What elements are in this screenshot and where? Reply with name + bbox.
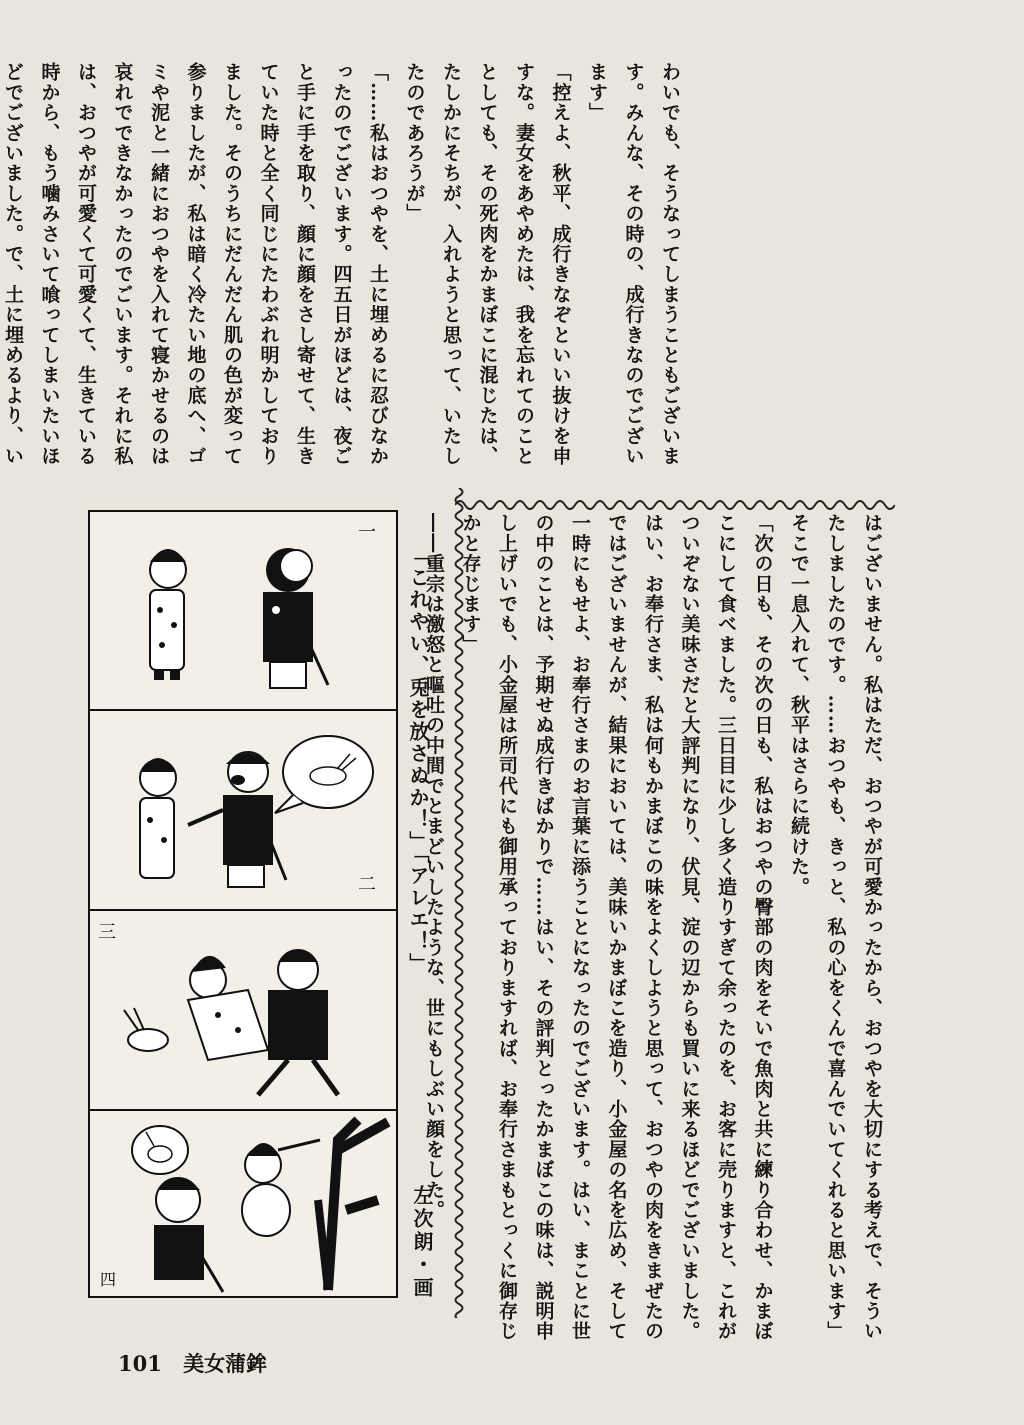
vertical-wavy-divider [444, 488, 474, 1318]
text-column: ていた時と全く同じにたわぶれ明かしており [257, 62, 280, 466]
text-column: ます」 [586, 62, 608, 123]
text-paragraph: はございません。私はただ、おつやが可愛かったから、おつやを大切にする考えで、そういたしましたのです。……おつやも、きっと、私の心をくんで喜んでいてくれると思います」 [824, 513, 883, 1342]
girl-figure [140, 758, 176, 878]
text-column: たしかにそちが、入れようと思って、いたし [440, 62, 462, 466]
text-column: たのであろうが」 [403, 62, 426, 224]
text-column: ミや泥と一緒におつやを入れて寝かせるのは [148, 62, 170, 466]
text-column: と手に手を取り、顔に顔をさし寄せて、生き [294, 62, 316, 466]
comic-caption: 「これやい、兎を放さぬか！」「アレエ！」 [406, 545, 430, 975]
story-title: 美女蒲鉾 [183, 1351, 268, 1376]
upper-text-block [2, 62, 688, 492]
text-column: わいでも、そうなってしまうこともございま [659, 62, 681, 466]
text-column: どでございました。で、土に埋めるより、い [2, 62, 24, 466]
illustrator-credit: 左次朗・画 [410, 1185, 434, 1300]
page-number: 101 [118, 1351, 162, 1376]
text-column: 時から、もう噛みさいて喰ってしまいたいほ [38, 62, 61, 466]
text-paragraph: 「次の日も、その次の日も、私はおつやの臀部の肉をそいで魚肉と共に練り合わせ、かまぼこにして食べました。三日目に少し多く造りすぎて余ったのを、お客に売りますと、これがついぞない美味さだと大評判になり、伏見、淀の辺からも買いに来るほどでございました。はい、お奉行さま、私は何もかまぼこの味をよくしようと思って、おつやの肉をきまぜたのではございませんが、結果においては、美味いかまぼこを造り、小金屋の名を広め、そして一時にもせよ、お奉行さまのお言葉に添うことになったのでございます。はい、まことに世の中のことは、予期せぬ成行きばかりで……はい、その評判とったかまぼこの味は、説明申し上げいでも、小金屋は所司代にも御用承っておりますれば、お奉行さまもとっくに御存じかと存じます」 [459, 513, 774, 1342]
panel-number: 二 [358, 874, 376, 895]
text-column: 参りましたが、私は暗く冷たい地の底へ、ゴ [184, 62, 207, 466]
lower-right-text-block [423, 513, 890, 1353]
horizontal-wavy-divider [455, 496, 895, 514]
comic-strip [88, 510, 398, 1298]
text-column: 哀れでできなかったのでごいます。それに私 [111, 62, 134, 466]
text-column: 「控えよ、秋平、成行きなぞといい抜けを申 [549, 62, 572, 466]
panel-number: 四 [100, 1270, 117, 1289]
text-column: ました。そのうちにだんだん肌の色が変って [221, 62, 243, 467]
text-column: は、おつやが可愛くて可愛くて、生きている [75, 62, 97, 466]
page-footer [118, 1348, 267, 1378]
speech-bubble-rabbit [132, 1126, 188, 1174]
panel-number: 一 [358, 522, 376, 543]
text-column: すな。妻女をあやめたは、我を忘れてのこと [513, 62, 535, 466]
text-paragraph: そこで一息入れて、秋平はさらに続けた。 [788, 513, 810, 897]
text-column: 「……私はおつやを、土に埋めるに忍びなか [367, 62, 389, 466]
panel-number: 三 [98, 922, 116, 943]
text-column: としても、その死肉をかまぼこに混じたは、 [476, 62, 499, 466]
text-column: す。みんな、その時の、成行きなのでござい [622, 62, 645, 466]
text-paragraph: ――重宗は激怒と嘔吐の中間でとまどいしたような、世にもしぶい顔をした。 [423, 513, 445, 1220]
girl-figure [150, 549, 186, 680]
text-column: ったのでございます。四五日がほどは、夜ご [330, 62, 353, 466]
